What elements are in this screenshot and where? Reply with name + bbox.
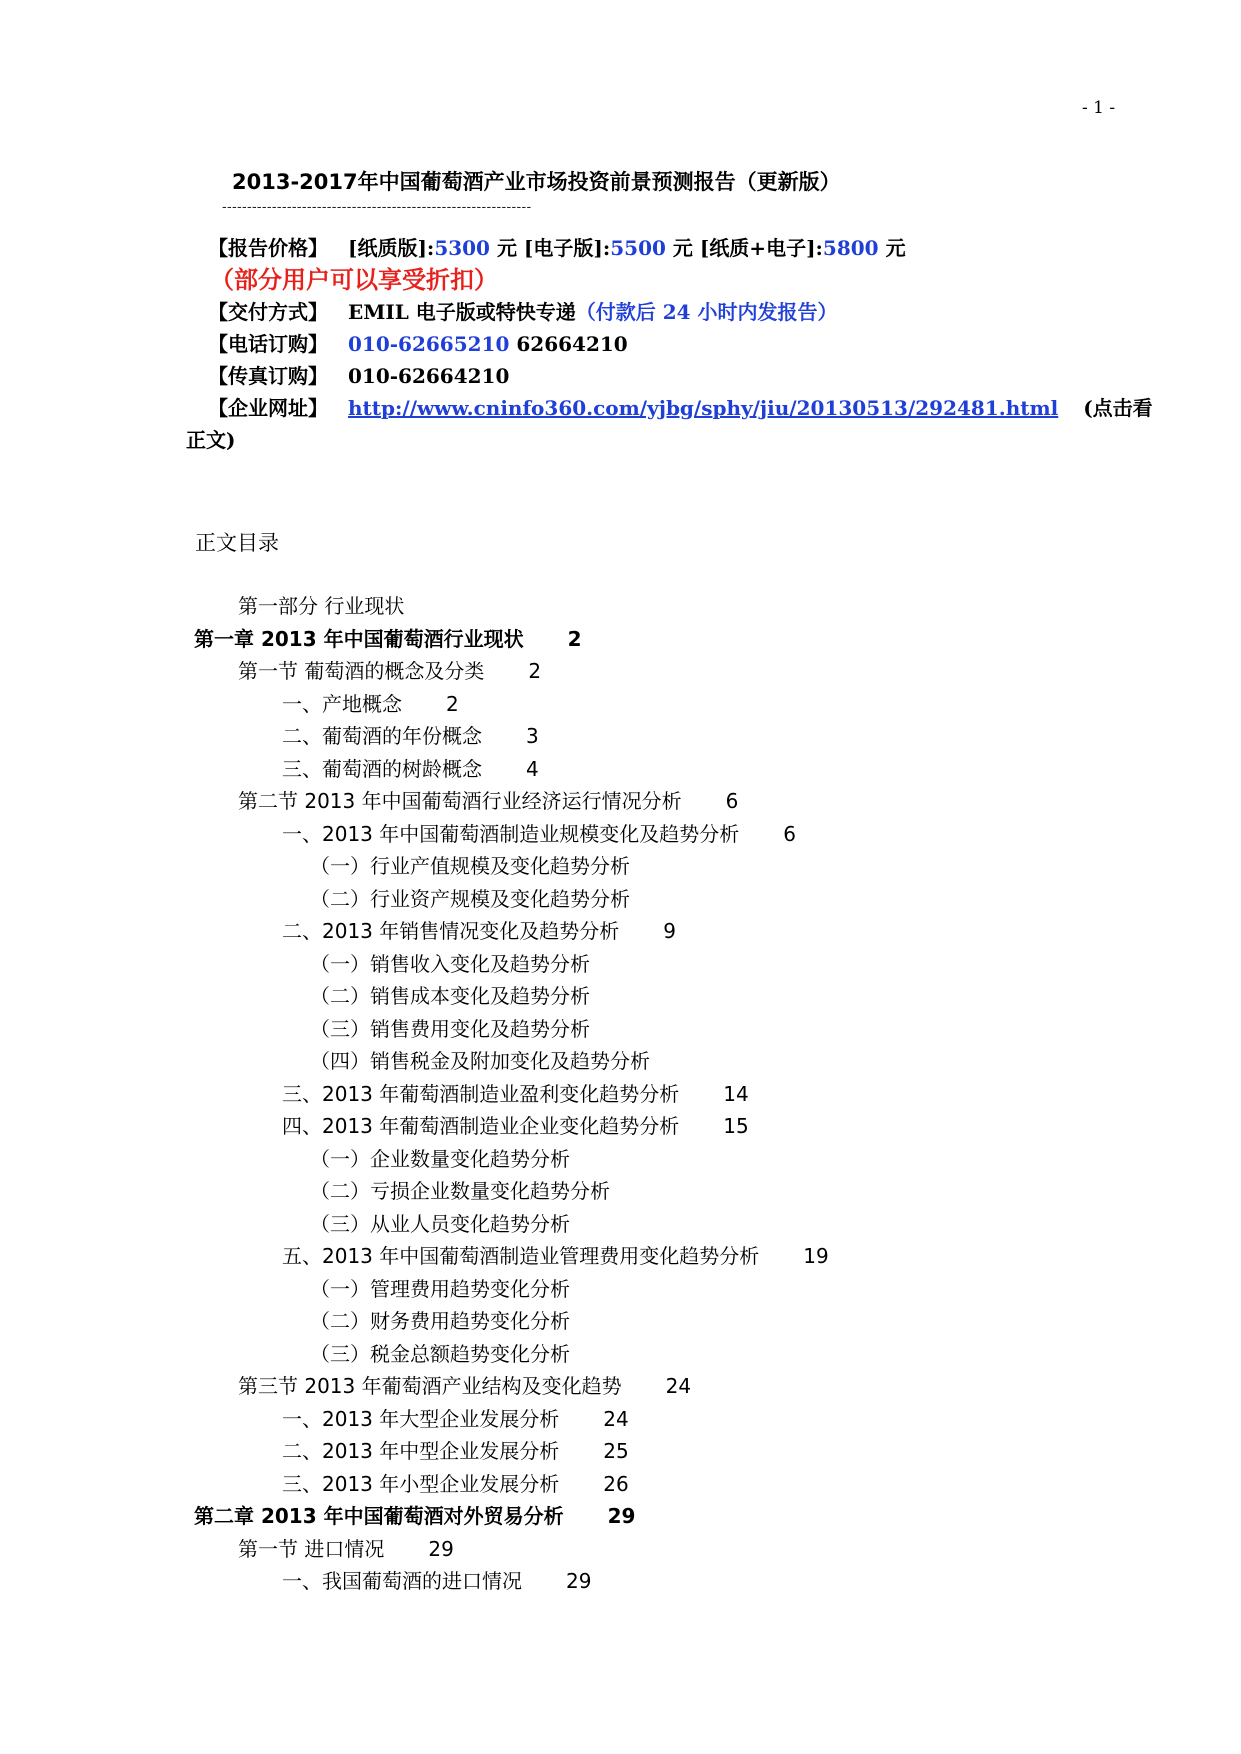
discount-note: （部分用户可以享受折扣）: [210, 266, 498, 294]
toc-entry: [194, 623, 582, 652]
toc-entry-title: 一、产地概念: [282, 691, 402, 716]
toc-entry-title: 四、2013 年葡萄酒制造业企业变化趋势分析: [282, 1114, 680, 1138]
toc-entry: [310, 948, 590, 977]
toc-entry-title: （二）行业资产规模及变化趋势分析: [310, 886, 630, 911]
toc-entry-title: （一）销售收入变化及趋势分析: [310, 951, 590, 976]
combo-price-value: 5800: [822, 236, 879, 260]
toc-entry-title: 二、2013 年中型企业发展分析: [282, 1439, 560, 1463]
electronic-price-value: 5500: [610, 236, 666, 260]
toc-entry: [282, 1403, 629, 1432]
toc-entry-title: 二、2013 年销售情况变化及趋势分析: [282, 919, 620, 943]
toc-entry-page: 6: [725, 789, 739, 813]
toc-entry-title: （一）管理费用趋势变化分析: [310, 1276, 570, 1301]
delivery-note: （付款后 24 小时内发报告）: [575, 300, 838, 324]
toc-entry: [310, 1013, 590, 1042]
toc-entry: [194, 1500, 635, 1529]
toc-entry: [282, 688, 459, 717]
toc-entry-title: 三、葡萄酒的树龄概念: [282, 756, 482, 781]
phone-row: [208, 328, 628, 357]
toc-entry-page: 2: [446, 691, 459, 716]
toc-entry-title: （一）企业数量变化趋势分析: [310, 1146, 570, 1171]
toc-entry: [282, 915, 676, 944]
toc-entry-title: 第二章 2013 年中国葡萄酒对外贸易分析: [194, 1504, 564, 1528]
toc-entry-title: 一、我国葡萄酒的进口情况: [282, 1569, 522, 1593]
toc-entry: [238, 1370, 691, 1399]
yuan-1: 元: [496, 236, 517, 260]
fax-label: 【传真订购】: [208, 364, 328, 388]
toc-entry-page: 19: [803, 1244, 829, 1268]
toc-entry: [238, 590, 404, 619]
toc-entry-page: 9: [663, 919, 676, 943]
toc-entry: [282, 1240, 829, 1269]
toc-entry-title: 第二节 2013 年中国葡萄酒行业经济运行情况分析: [238, 789, 682, 813]
toc-entry-title: （二）财务费用趋势变化分析: [310, 1309, 570, 1333]
toc-entry: [282, 720, 539, 749]
paper-price-label: [纸质版]:: [348, 236, 435, 260]
toc-entry: [310, 850, 630, 879]
toc-entry: [310, 1208, 570, 1237]
toc-entry-title: （一）行业产值规模及变化趋势分析: [310, 854, 630, 878]
toc-entry: [282, 1435, 629, 1464]
toc-entry-title: （三）销售费用变化及趋势分析: [310, 1016, 590, 1041]
toc-entry-title: （三）税金总额趋势变化分析: [310, 1341, 570, 1366]
toc-entry: [282, 1468, 629, 1497]
toc-entry: [282, 753, 539, 782]
toc-entry-page: 24: [603, 1406, 629, 1431]
website-link[interactable]: http://www.cninfo360.com/yjbg/sphy/jiu/20130513/292481.html: [348, 396, 1059, 420]
toc-entry: [310, 1273, 570, 1302]
toc-entry: [310, 1143, 570, 1172]
website-label: 【企业网址】: [208, 396, 328, 420]
report-title: 2013-2017年中国葡萄酒产业市场投资前景预测报告（更新版）: [232, 170, 841, 194]
toc-entry: [310, 1175, 610, 1204]
toc-entry: [310, 1338, 570, 1367]
toc-entry-page: 29: [607, 1504, 636, 1528]
toc-entry-page: 2: [528, 659, 542, 683]
toc-entry-title: 第一节 葡萄酒的概念及分类: [238, 659, 485, 683]
fax-value: 010-62664210: [348, 364, 510, 388]
toc-entry: [282, 1565, 591, 1594]
yuan-2: 元: [672, 236, 693, 260]
phone-label: 【电话订购】: [208, 332, 328, 356]
toc-heading: 正文目录: [195, 531, 279, 555]
toc-entry: [238, 1533, 454, 1562]
toc-entry: [282, 1110, 749, 1139]
toc-entry-page: 6: [783, 821, 796, 846]
website-row: [208, 392, 1153, 421]
toc-entry-page: 25: [603, 1439, 629, 1463]
toc-entry-page: 29: [428, 1536, 454, 1561]
toc-entry-page: 4: [526, 756, 539, 781]
price-row: [208, 232, 906, 261]
price-label: 【报告价格】: [208, 236, 328, 260]
combo-price-label: [纸质+电子]:: [699, 236, 823, 260]
toc-entry: [310, 980, 590, 1009]
toc-entry-page: 2: [567, 626, 582, 651]
paper-price-value: 5300: [434, 236, 490, 260]
toc-entry-page: 24: [665, 1374, 692, 1398]
yuan-3: 元: [885, 236, 906, 260]
toc-entry-title: 五、2013 年中国葡萄酒制造业管理费用变化趋势分析: [282, 1244, 760, 1268]
toc-entry-title: （三）从业人员变化趋势分析: [310, 1211, 570, 1236]
toc-entry-title: 一、2013 年大型企业发展分析: [282, 1406, 560, 1431]
delivery-row: [208, 296, 838, 325]
separator-line: --------------------------------------------------------------: [222, 200, 532, 215]
phone-value-2: 62664210: [516, 332, 628, 356]
toc-entry-title: 第一章 2013 年中国葡萄酒行业现状: [194, 626, 524, 651]
toc-entry: [310, 1305, 570, 1334]
electronic-price-label: [电子版]:: [523, 236, 611, 260]
website-note-continued: 正文): [186, 428, 236, 452]
toc-entry: [282, 1078, 749, 1107]
toc-entry-title: （二）亏损企业数量变化趋势分析: [310, 1179, 610, 1203]
toc-entry: [238, 655, 541, 684]
toc-entry-title: 三、2013 年小型企业发展分析: [282, 1471, 560, 1496]
toc-entry-title: 第三节 2013 年葡萄酒产业结构及变化趋势: [238, 1374, 622, 1398]
phone-value-1: 010-62665210: [348, 332, 510, 356]
delivery-value: EMIL 电子版或特快专递: [348, 300, 576, 324]
website-note: (点击看: [1083, 396, 1153, 420]
delivery-label: 【交付方式】: [208, 300, 328, 324]
toc-entry-title: 三、2013 年葡萄酒制造业盈利变化趋势分析: [282, 1081, 680, 1106]
fax-row: [208, 360, 509, 389]
toc-entry-title: （二）销售成本变化及趋势分析: [310, 984, 590, 1008]
toc-entry-title: 一、2013 年中国葡萄酒制造业规模变化及趋势分析: [282, 821, 740, 846]
toc-entry-page: 3: [526, 724, 539, 748]
toc-entry-page: 14: [723, 1081, 749, 1106]
toc-entry-title: 二、葡萄酒的年份概念: [282, 724, 482, 748]
toc-entry: [310, 1045, 650, 1074]
toc-entry-title: （四）销售税金及附加变化及趋势分析: [310, 1049, 650, 1073]
toc-entry-page: 29: [566, 1569, 592, 1593]
toc-entry-title: 第一节 进口情况: [238, 1536, 385, 1561]
toc-entry-page: 26: [603, 1471, 629, 1496]
toc-entry: [282, 818, 796, 847]
toc-entry-title: 第一部分 行业现状: [238, 594, 405, 618]
toc-entry: [310, 883, 630, 912]
toc-entry: [238, 785, 738, 814]
toc-entry-page: 15: [723, 1114, 749, 1138]
page-number: - 1 -: [1082, 98, 1116, 118]
